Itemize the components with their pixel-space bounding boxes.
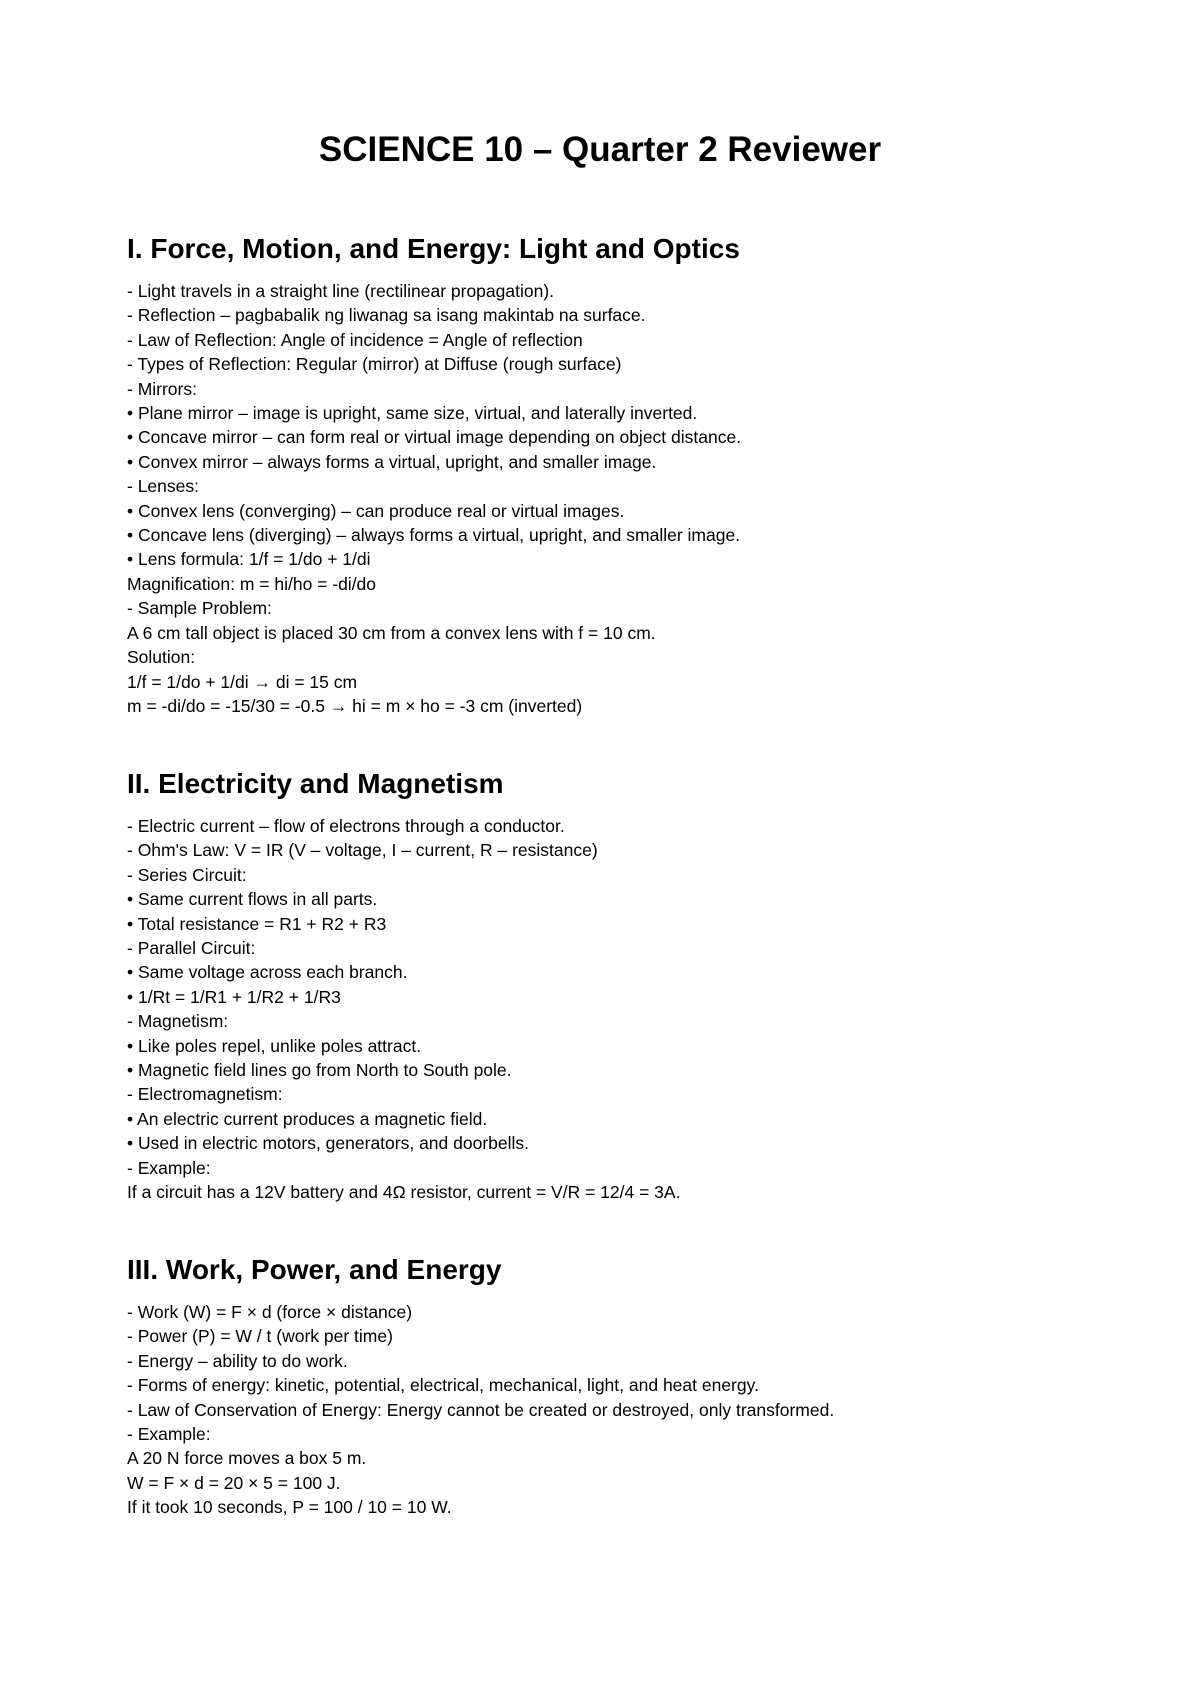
text-line: W = F × d = 20 × 5 = 100 J. <box>127 1472 341 1493</box>
text-line: - Parallel Circuit: <box>127 938 256 959</box>
text-line: • Same voltage across each branch. <box>127 962 408 983</box>
text-line: - Ohm's Law: V = IR (V – voltage, I – current, R – resistance) <box>127 840 598 861</box>
text-line: m = -di/do = -15/30 = -0.5 → hi = m × ho = -3 cm (inverted) <box>127 695 583 716</box>
section-electricity-and-magnetism <box>127 766 1140 1205</box>
text-line: - Sample Problem: <box>127 598 272 619</box>
section-heading: I. Force, Motion, and Energy: Light and Optics <box>127 233 740 264</box>
text-line: - Example: <box>127 1157 211 1178</box>
text-line: • Used in electric motors, generators, and doorbells. <box>127 1133 530 1154</box>
text-line: - Mirrors: <box>127 378 197 399</box>
text-line: - Lenses: <box>127 476 199 497</box>
text-line: - Electric current – flow of electrons through a conductor. <box>127 816 565 836</box>
text-line: Solution: <box>127 647 196 668</box>
section-lines <box>127 1300 1140 1520</box>
text-line: - Light travels in a straight line (rectilinear propagation). <box>127 281 555 301</box>
text-line: - Work (W) = F × d (force × distance) <box>127 1302 413 1322</box>
text-line: • Like poles repel, unlike poles attract. <box>127 1035 422 1056</box>
text-line: • Concave mirror – can form real or virtual image depending on object distance. <box>127 427 742 448</box>
text-line: - Reflection – pagbabalik ng liwanag sa isang makintab na surface. <box>127 305 646 326</box>
text-line: • Lens formula: 1/f = 1/do + 1/di <box>127 549 371 570</box>
section-lines <box>127 279 1140 718</box>
text-line: • 1/Rt = 1/R1 + 1/R2 + 1/R3 <box>127 986 341 1007</box>
document-title: SCIENCE 10 – Quarter 2 Reviewer <box>318 130 882 169</box>
text-line: • Convex mirror – always forms a virtual, upright, and smaller image. <box>127 451 657 472</box>
text-line: • Magnetic field lines go from North to South pole. <box>127 1060 512 1081</box>
text-line: • Plane mirror – image is upright, same size, virtual, and laterally inverted. <box>127 403 698 424</box>
text-line: - Electromagnetism: <box>127 1084 283 1105</box>
text-line: - Magnetism: <box>127 1011 229 1032</box>
text-line: Magnification: m = hi/ho = -di/do <box>127 573 377 594</box>
text-line: - Types of Reflection: Regular (mirror) at Diffuse (rough surface) <box>127 354 622 375</box>
text-line: - Example: <box>127 1424 211 1445</box>
section-lines <box>127 814 1140 1205</box>
text-line: If it took 10 seconds, P = 100 / 10 = 10 W. <box>127 1497 452 1518</box>
text-line: 1/f = 1/do + 1/di → di = 15 cm <box>127 671 358 692</box>
text-line: A 20 N force moves a box 5 m. <box>127 1448 367 1469</box>
text-line: - Energy – ability to do work. <box>127 1350 348 1371</box>
text-line: If a circuit has a 12V battery and 4Ω resistor, current = V/R = 12/4 = 3A. <box>127 1182 681 1203</box>
text-line: - Power (P) = W / t (work per time) <box>127 1326 393 1347</box>
text-line: - Law of Reflection: Angle of incidence = Angle of reflection <box>127 329 583 350</box>
text-line: - Forms of energy: kinetic, potential, electrical, mechanical, light, and heat energy. <box>127 1375 759 1396</box>
section-heading: III. Work, Power, and Energy <box>127 1254 502 1285</box>
text-line: • Same current flows in all parts. <box>127 889 378 910</box>
section-work-power-energy <box>127 1252 1140 1520</box>
section-heading: II. Electricity and Magnetism <box>127 768 504 799</box>
text-line: • Concave lens (diverging) – always forms a virtual, upright, and smaller image. <box>127 525 741 546</box>
text-line: A 6 cm tall object is placed 30 cm from a convex lens with f = 10 cm. <box>127 622 656 643</box>
text-line: - Series Circuit: <box>127 864 247 885</box>
text-line: • An electric current produces a magnetic field. <box>127 1108 488 1129</box>
text-line: - Law of Conservation of Energy: Energy cannot be created or destroyed, only transformed. <box>127 1399 835 1420</box>
section-light-and-optics <box>127 231 1140 718</box>
text-line: • Total resistance = R1 + R2 + R3 <box>127 913 387 934</box>
text-line: • Convex lens (converging) – can produce real or virtual images. <box>127 500 625 521</box>
